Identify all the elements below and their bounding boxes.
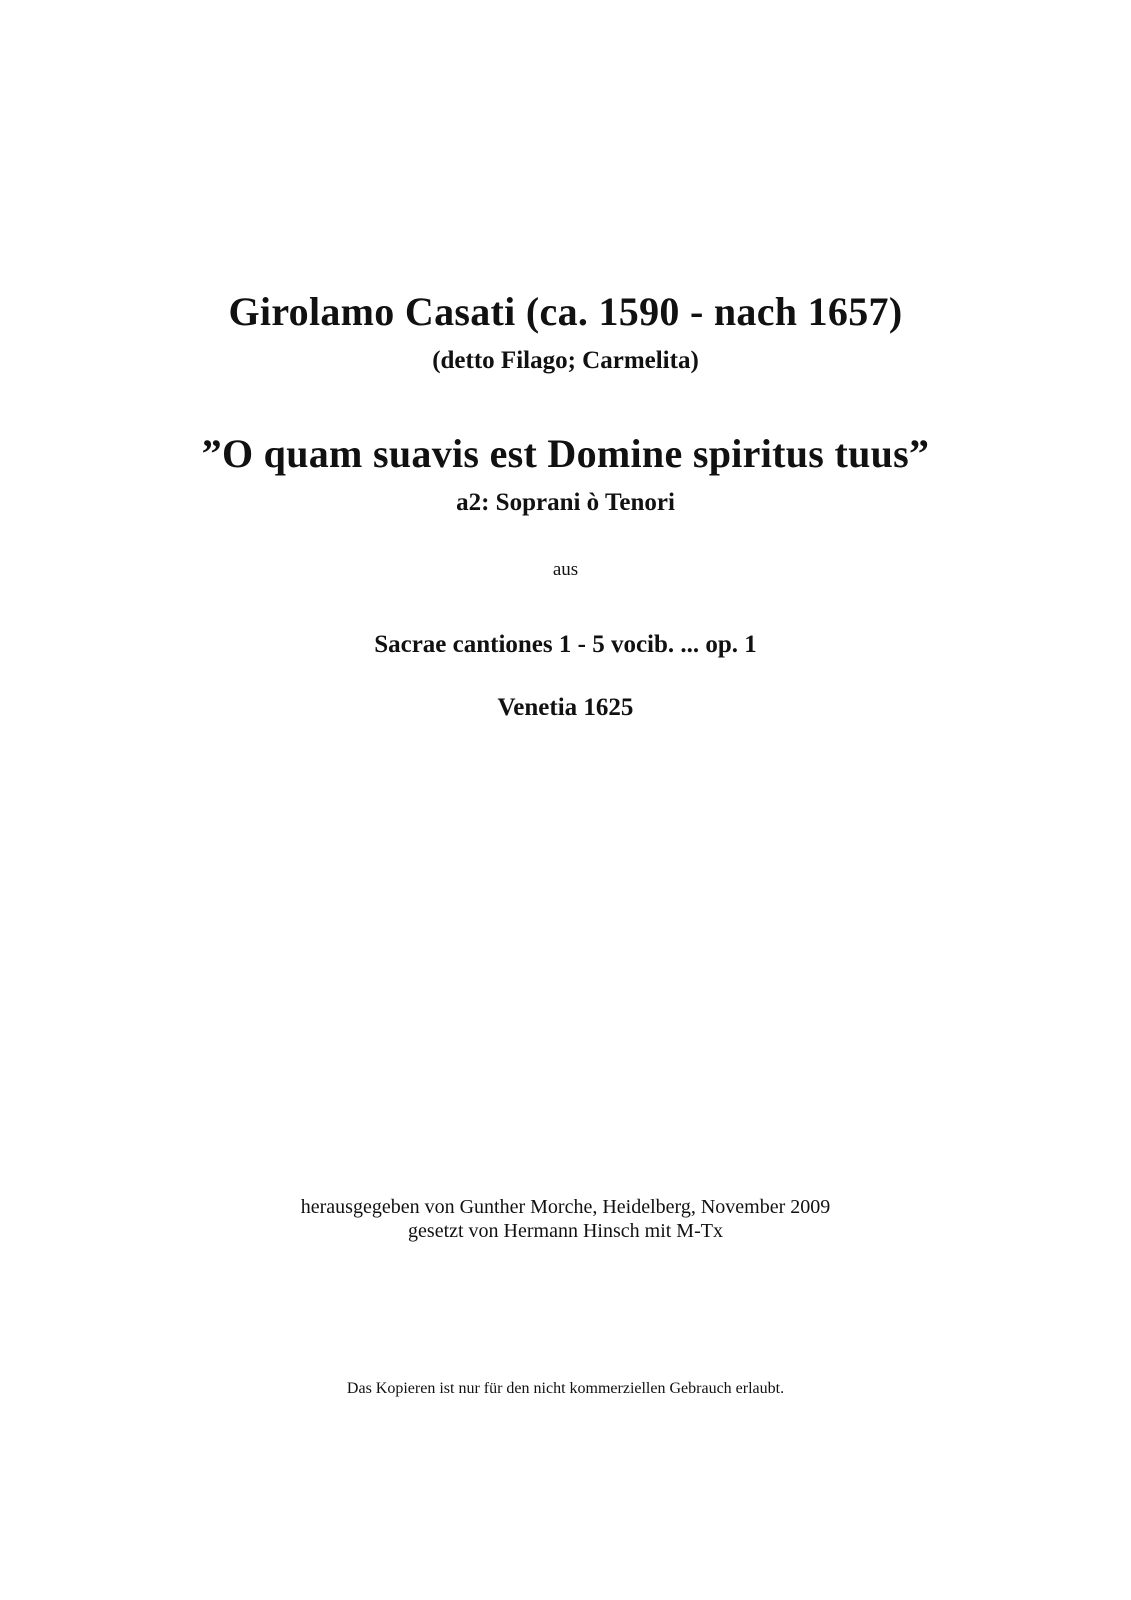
from-label: aus xyxy=(552,559,579,580)
collection-title: Sacrae cantiones 1 - 5 vocib. ... op. 1 xyxy=(374,631,757,658)
editor-credit: herausgegeben von Gunther Morche, Heidelberg, November 2009 xyxy=(300,1196,831,1218)
composer-name: Girolamo Casati (ca. 1590 - nach 1657) xyxy=(228,289,903,334)
place-year: Venetia 1625 xyxy=(497,694,634,721)
voicing: a2: Soprani ò Tenori xyxy=(456,489,675,516)
typesetter-credit: gesetzt von Hermann Hinsch mit M-Tx xyxy=(408,1220,723,1242)
copyright-notice: Das Kopieren ist nur für den nicht kommerziellen Gebrauch erlaubt. xyxy=(346,1380,785,1397)
work-title: ”O quam suavis est Domine spiritus tuus” xyxy=(201,431,930,476)
composer-note: (detto Filago; Carmelita) xyxy=(432,347,699,374)
